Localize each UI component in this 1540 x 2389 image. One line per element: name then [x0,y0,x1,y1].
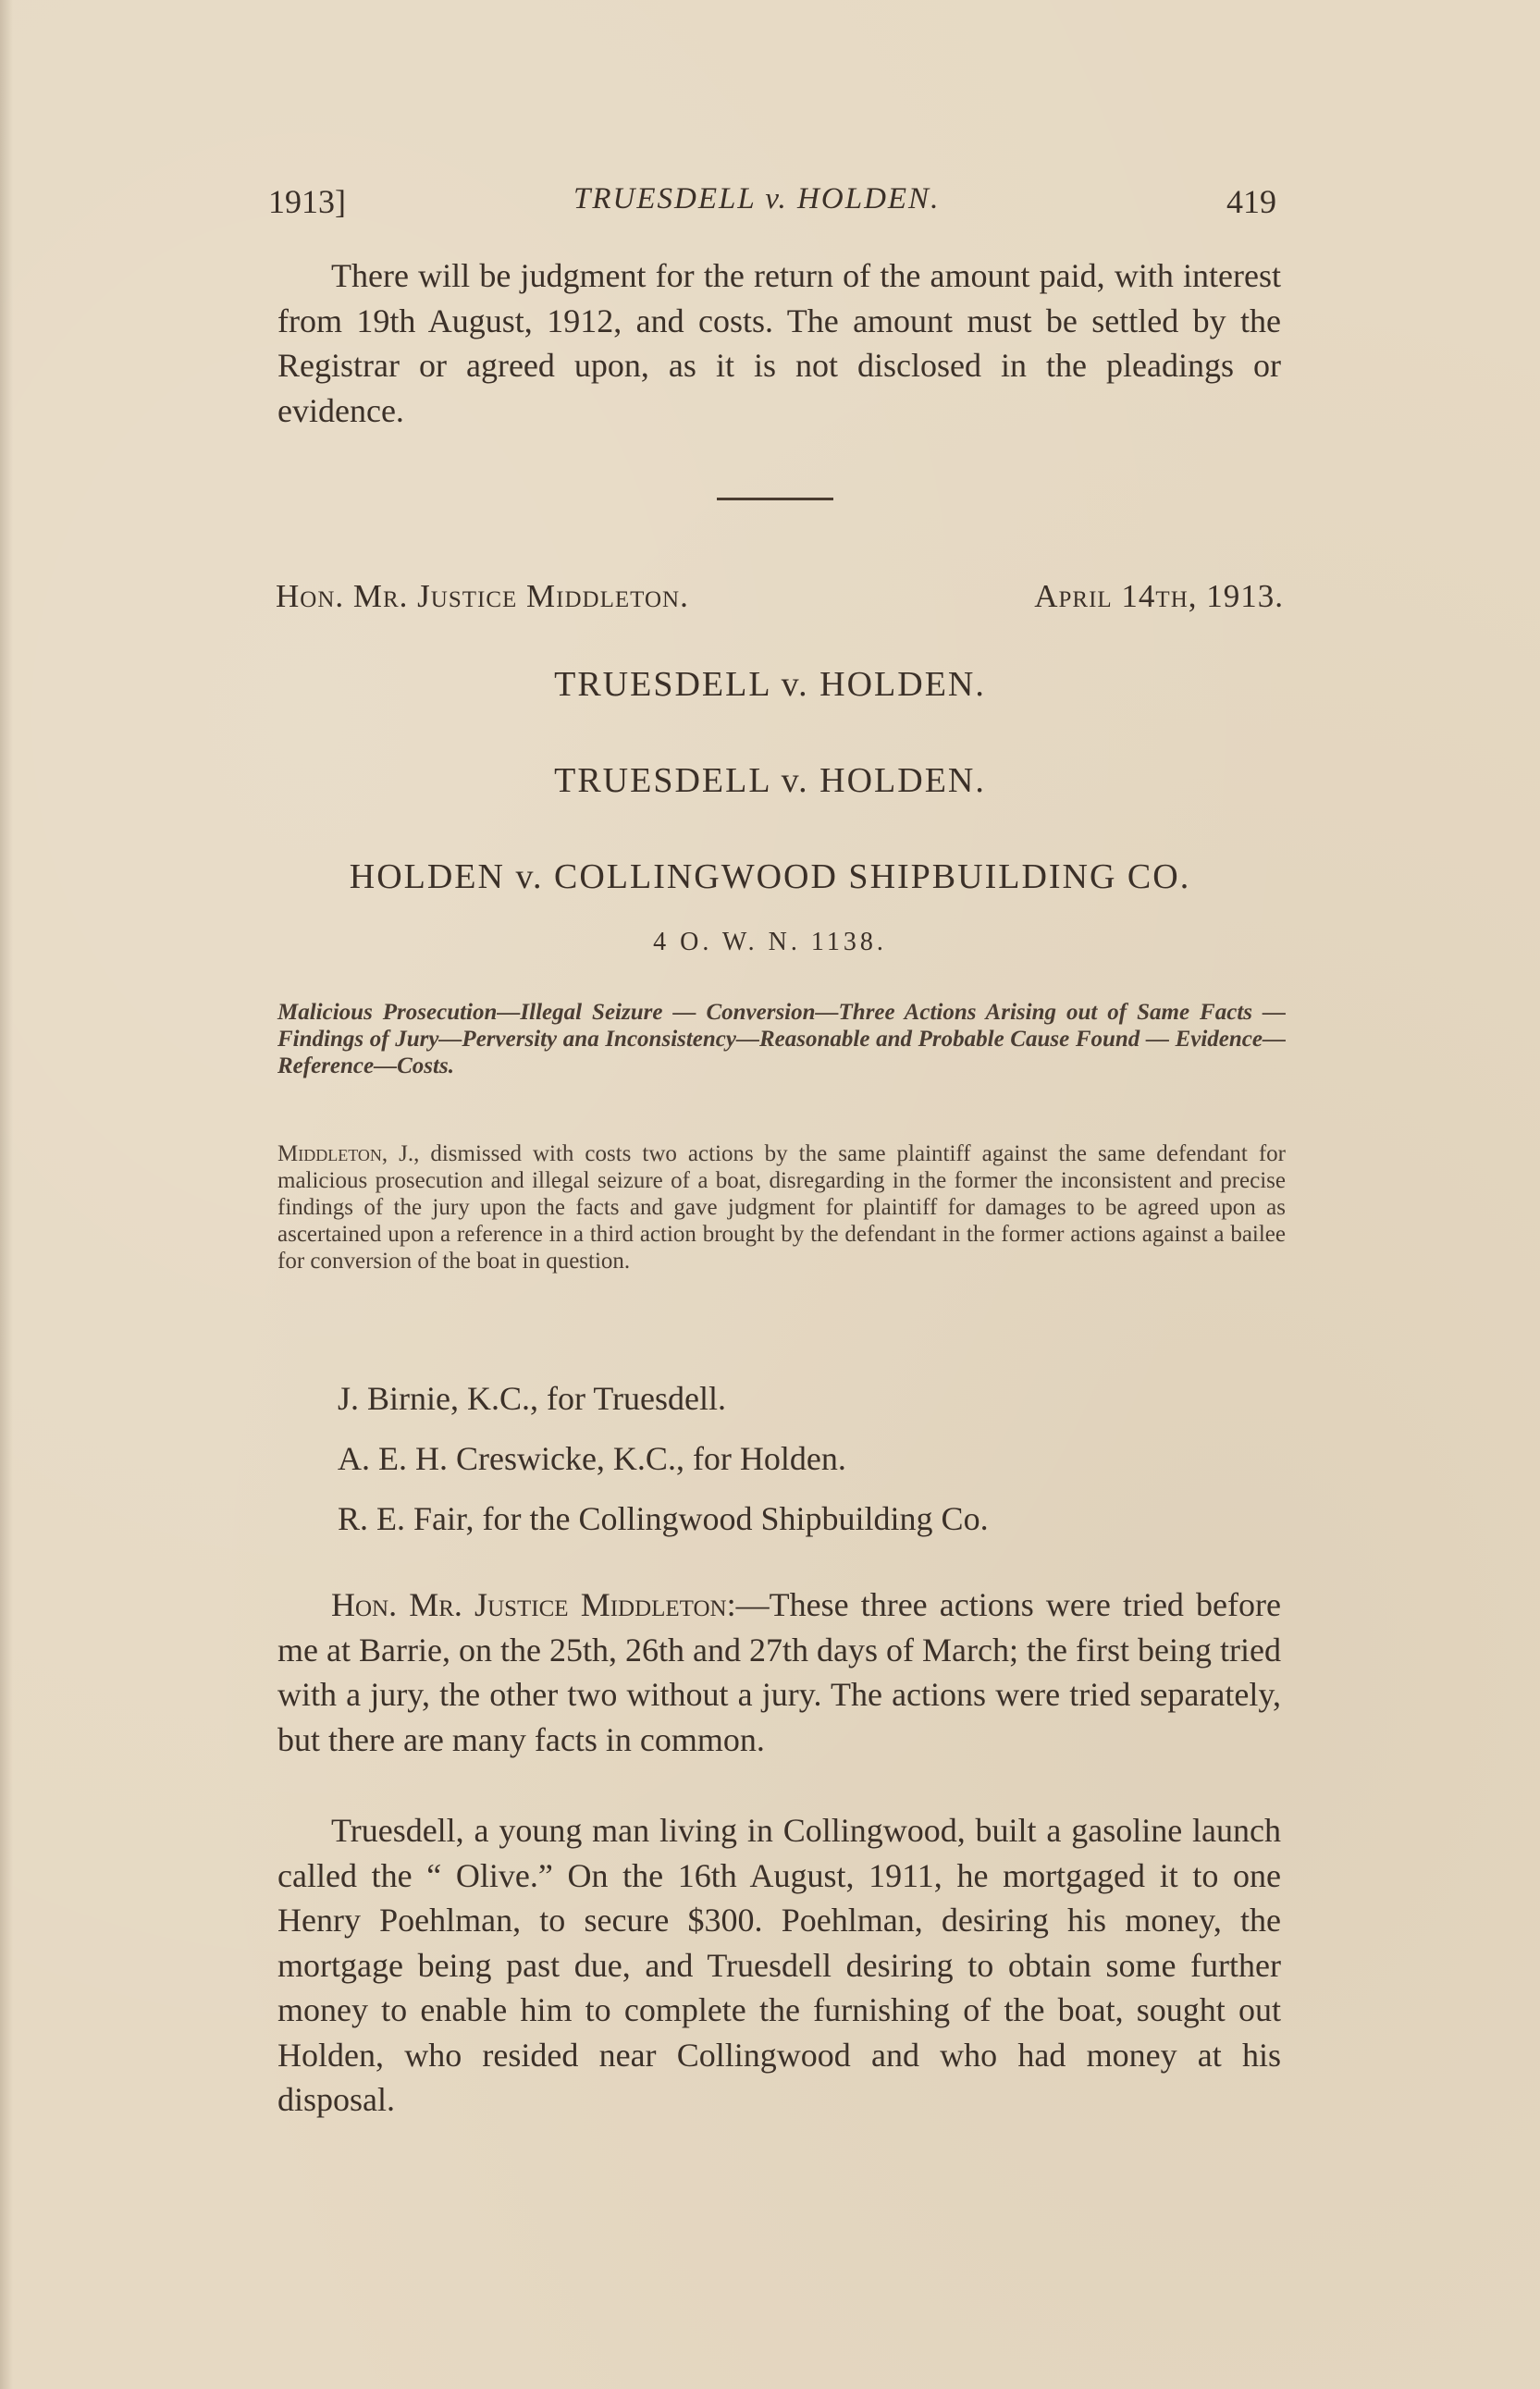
counsel-line-3: R. E. Fair, for the Collingwood Shipbuilding Co. [338,1500,989,1537]
running-head-year: 1913] [268,183,346,220]
opening-paragraph: There will be judgment for the return of the amount paid, with interest from 19th August, 1912, and costs. The amount must be settled by the Registrar or agreed upon, as it is not disclosed in the pleadings or evidence. [277,257,1281,429]
page-edge-shadow [0,0,13,2389]
citation: 4 O. W. N. 1138. [653,928,887,956]
catchwords: Malicious Prosecution—Illegal Seizure — Conversion—Three Actions Arising out of Same Facts — Findings of Jury—Perversity ana Inconsistency—Reasonable and Probable Cause Found — Evidence—Reference—Costs. [277,1000,1286,1078]
running-head-title: TRUESDELL v. HOLDEN. [573,182,941,216]
judge-name: Hon. Mr. Justice Middleton. [276,578,689,614]
headnote-body: dismissed with costs two actions by the same plaintiff against the same defendant for malicious prosecution and illegal seizure of a boat, disregarding in the former the inconsistent and precise findings of the jury upon the facts and gave judgment for plaintiff for damages to be agreed upon as ascertained upon a reference in a third action brought by the defendant in the former actions against a bailee for conversion of the boat in question. [277,1141,1287,1274]
case-caption-3: HOLDEN v. COLLINGWOOD SHIPBUILDING CO. [349,857,1191,896]
counsel-line-2: A. E. H. Creswicke, K.C., for Holden. [338,1440,846,1477]
case-caption-1: TRUESDELL v. HOLDEN. [554,665,986,704]
case-caption-2: TRUESDELL v. HOLDEN. [554,761,986,800]
judgment-date: April 14th, 1913. [1034,578,1284,614]
judgment-opening-paragraph [277,1582,1281,1762]
page-number: 419 [1226,183,1276,220]
judgment-opening-text: :—These three actions were tried before me at Barrie, on the 25th, 26th and 27th days of March; the first being tried with a jury, the other two without a jury. The actions were tried separately, but there are many facts in common. [277,1586,1281,1758]
headnote-lead: Middleton, J., [277,1141,420,1166]
section-divider [717,498,833,500]
running-head [268,182,1276,228]
judgment-speaker: Hon. Mr. Justice Middleton [331,1586,727,1623]
counsel-line-1: J. Birnie, K.C., for Truesdell. [338,1380,727,1417]
headnote [277,1140,1286,1275]
facts-paragraph: Truesdell, a young man living in Collingwood, built a gasoline launch called the “ Olive.” On the 16th August, 1911, he mortgaged it to one Henry Poehlman, to secure $300. Poehlman, desiring his money, the mortgage being past due, and Truesdell desiring to obtain some further money to enable him to complete the furnishing of the boat, sought out Holden, who resided near Collingwood and who had money at his disposal. [277,1812,1281,2118]
